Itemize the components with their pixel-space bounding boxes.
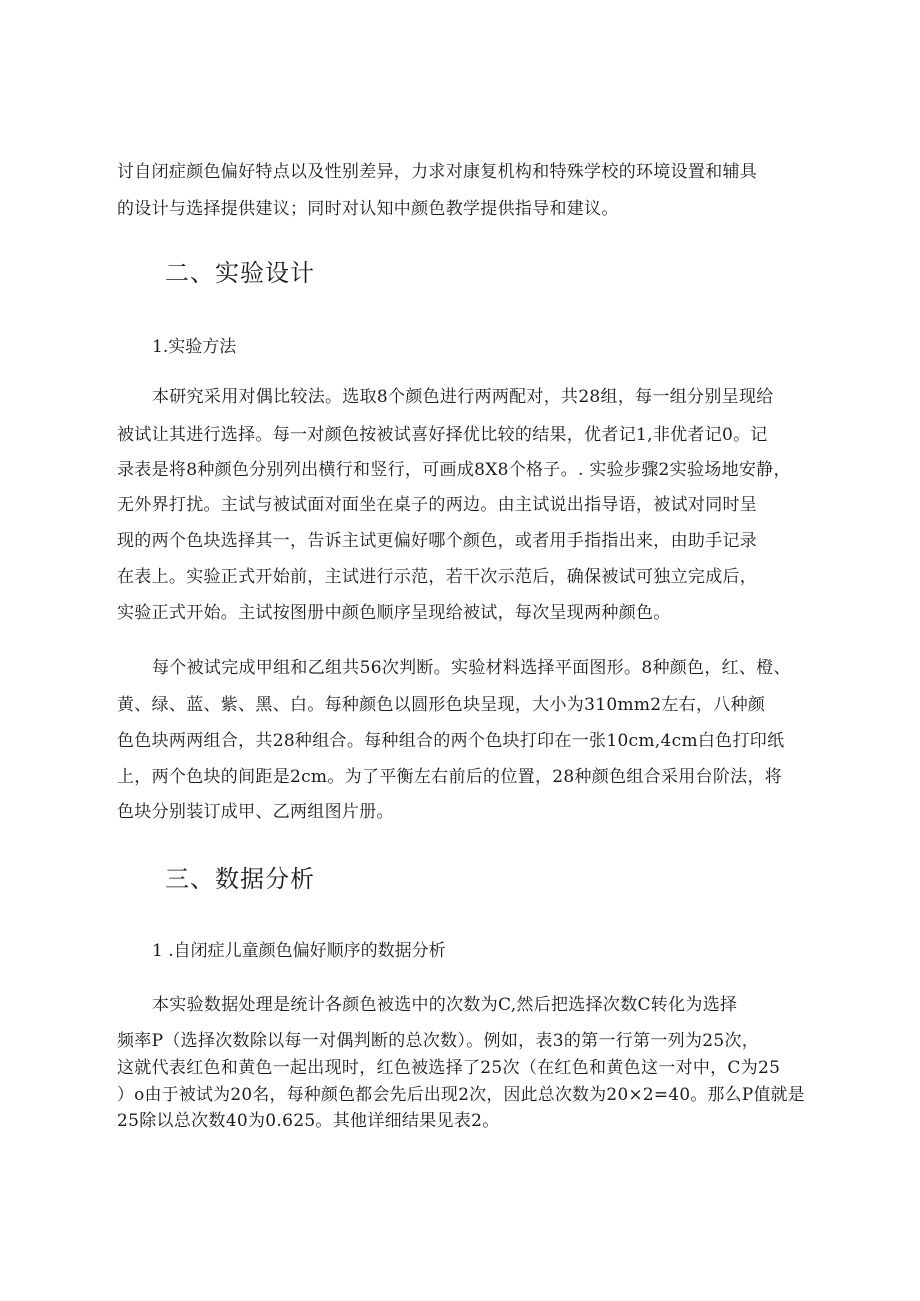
para2-line-2: 黄、绿、蓝、紫、黑、白。每种颜色以圆形色块呈现，大小为310mm2左右，八种颜 [117,695,766,715]
para3-line-5: 25除以总次数40为0.625。其他详细结果见表2。 [117,1111,500,1131]
para3-line-2: 频率P（选择次数除以每一对偶判断的总次数）。例如，表3的第一行第一列为25次， [117,1031,760,1051]
intro-line-1: 讨自闭症颜色偏好特点以及性别差异，力求对康复机构和特殊学校的环境设置和辅具 [117,162,758,182]
para1-line-4: 无外界打扰。主试与被试面对面坐在桌子的两边。由主试说出指导语，被试对同时呈 [117,495,758,515]
para3-line-1: 本实验数据处理是统计各颜色被选中的次数为C,然后把选择次数C转化为选择 [152,995,738,1015]
para1-line-2: 被试让其进行选择。每一对颜色按被试喜好择优比较的结果，优者记1,非优者记0。记 [117,425,768,445]
intro-line-2: 的设计与选择提供建议；同时对认知中颜色教学提供指导和建议。 [117,199,619,219]
para1-line-7: 实验正式开始。主试按图册中颜色顺序呈现给被试，每次呈现两种颜色。 [117,603,671,623]
para2-line-4: 上，两个色块的间距是2cm。为了平衡左右前后的位置，28种颜色组合采用台阶法，将 [117,767,783,787]
para2-line-1: 每个被试完成甲组和乙组共56次判断。实验材料选择平面图形。8种颜色，红、橙、 [152,658,791,678]
subheading-method: 1.实验方法 [152,337,237,357]
subheading-preference-analysis: 1 .自闭症儿童颜色偏好顺序的数据分析 [152,941,446,961]
para1-line-5: 现的两个色块选择其一，告诉主试更偏好哪个颜色，或者用手指指出来，由助手记录 [117,531,758,551]
section-heading-data-analysis: 三、数据分析 [165,865,315,893]
para3-line-4: ）o由于被试为20名，每种颜色都会先后出现2次，因此总次数为20×2=40。那么P值就是 [117,1085,805,1105]
para1-line-1: 本研究采用对偶比较法。选取8个颜色进行两两配对，共28组，每一组分别呈现给 [152,387,774,407]
para2-line-5: 色块分别装订成甲、乙两组图片册。 [117,802,394,822]
para3-line-3: 这就代表红色和黄色一起出现时，红色被选择了25次（在红色和黄色这一对中，C为25 [117,1058,781,1078]
section-heading-experiment-design: 二、实验设计 [165,259,315,287]
para1-line-3: 录表是将8种颜色分别列出横行和竖行，可画成8X8个格子。. 实验步骤2实验场地安静， [117,460,791,480]
para2-line-3: 色色块两两组合，共28种组合。每种组合的两个色块打印在一张10cm,4cm白色打印纸 [117,731,785,751]
para1-line-6: 在表上。实验正式开始前，主试进行示范，若干次示范后，确保被试可独立完成后， [117,567,758,587]
